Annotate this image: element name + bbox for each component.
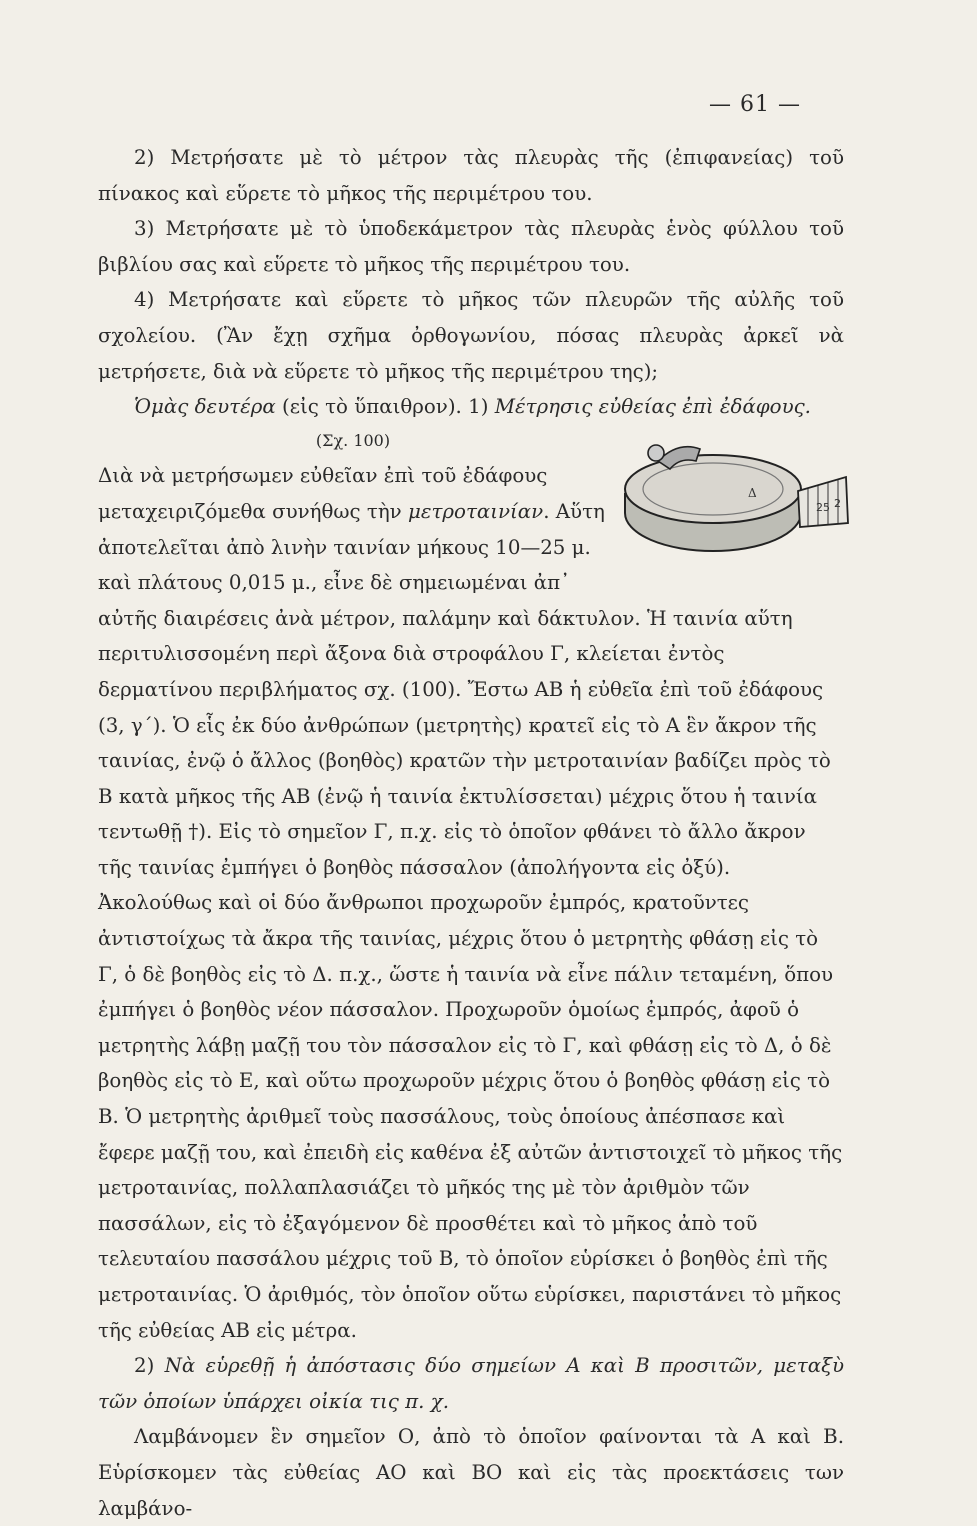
term-metrotainia: μετροταινίαν: [408, 499, 544, 523]
solution-paragraph: Λαμβάνομεν ἓν σημεῖον Ο, ἀπὸ τὸ ὁποῖον φαίνονται τὰ Α καὶ Β. Εὑρίσκομεν τὰς εὐθείας ΑΟ καὶ ΒΟ καὶ εἰς τὰς προεκτάσεις των λαμβάνο-: [98, 1425, 844, 1520]
svg-text:Δ: Δ: [748, 485, 757, 500]
text-run: . Αὕτη ἀποτελεῖται ἀπὸ λινὴν ταινίαν μήκους 10—25 μ. καὶ πλάτους 0,015 μ., εἶνε δὲ σημειωμέναι ἀπ᾽ αὐτῆς διαιρέσεις ἀνὰ μέτρον, παλάμην καὶ δάκτυλον. Ἡ ταινία αὕτη περιτυλισσομένη περὶ ἄξονα διὰ στροφάλου Γ, κλείεται ἐντὸς δερματίνου περιβλήματος σχ. (100). Ἔστω ΑΒ ἡ εὐθεῖα ἐπὶ τοῦ ἐδάφους (3, γ΄). Ὁ εἷς ἐκ δύο ἀνθρώπων (μετρητὴς) κρατεῖ εἰς τὸ Α ἓν ἄκρον τῆς ταινίας, ἐνῷ ὁ ἄλλος (βοηθὸς) κρατῶν τὴν μετροταινίαν βαδίζει πρὸς τὸ Β κατὰ μῆκος τῆς ΑΒ (ἐνῷ ἡ ταινία ἐκτυλίσσεται) μέχρις ὅτου ἡ ταινία τεντωθῇ †). Εἰς τὸ σημεῖον Γ, π.χ. εἰς τὸ ὁποῖον φθάνει τὸ ἄλλο ἄκρον τῆς ταινίας ἐμπήγει ὁ βοηθὸς πάσσαλον (ἀπολήγοντα εἰς ὀξύ). Ἀκολούθως καὶ οἱ δύο ἄνθρωποι προχωροῦν ἐμπρός, κρατοῦντες ἀντιστοίχως τὰ ἄκρα τῆς ταινίας, μέχρις ὅτου ὁ μετρητὴς φθάσῃ εἰς τὸ Γ, ὁ δὲ βοηθὸς εἰς τὸ Δ. π.χ., ὥστε ἡ ταινία νὰ εἶνε πάλιν τεταμένη, ὅπου ἐμπήγει ὁ βοηθὸς νέον πάσσαλον. Προχωροῦν ὁμοίως ἐμπρός, ἀφοῦ ὁ μετρητὴς λάβῃ μαζῇ του τὸν πάσσαλον εἰς τὸ Γ, καὶ φθάσῃ εἰς τὸ Δ, ὁ δὲ βοηθὸς εἰς τὸ Ε, καὶ οὕτω προχωροῦν μέχρις ὅτου ὁ βοηθὸς φθάσῃ εἰς τὸ Β. Ὁ μετρητὴς ἀριθμεῖ τοὺς πασσάλους, τοὺς ὁποίους ἀπέσπασε καὶ ἔφερε μαζῇ του, καὶ ἐπειδὴ εἰς καθένα ἐξ αὐτῶν ἀντιστοιχεῖ τὸ μῆκος τῆς μετροταινίας, πολλαπλασιάζει τὸ μῆκός της μὲ τὸν ἀριθμὸν τῶν πασσάλων, εἰς τὸ ἐξαγόμενον δὲ προσθέτει καὶ τὸ μῆκος ἀπὸ τοῦ τελευταίου πασσάλου μέχρις τοῦ Β, τὸ ὁποῖον εὑρίσκει ὁ βοηθὸς ἐπὶ τῆς μετροταινίας. Ὁ ἀριθμός, τὸν ὁποῖον οὕτω εὑρίσκει, παριστάνει τὸ μῆκος τῆς εὐθείας ΑΒ εἰς μέτρα.: [98, 499, 843, 1342]
problem-2: [98, 1348, 844, 1419]
problem-statement: Νὰ εὑρεθῇ ἡ ἀπόστασις δύο σημείων Α καὶ Β προσιτῶν, μεταξὺ τῶν ὁποίων ὑπάρχει οἰκία τις π. χ.: [98, 1354, 844, 1413]
svg-text:25: 25: [816, 500, 830, 514]
page-body: [98, 140, 844, 1526]
figure-100: [618, 431, 850, 589]
exercise-3: 3) Μετρήσατε μὲ τὸ ὑποδεκάμετρον τὰς πλευρὰς ἑνὸς φύλλου τοῦ βιβλίου σας καὶ εὕρετε τὸ μῆκος τῆς περιμέτρου του.: [98, 217, 844, 276]
text-run: Διὰ νὰ μετρήσωμεν εὐθεῖαν ἐπὶ τοῦ ἐδάφους μεταχειριζόμεθα συνήθως τὴν: [98, 464, 548, 523]
measuring-tape-illustration: [618, 431, 850, 561]
page-number: — 61 —: [709, 92, 801, 117]
problem-number: 2): [134, 1354, 165, 1378]
group-title: Ὁμὰς δευτέρα: [134, 395, 276, 419]
exercise-2: 2) Μετρήσατε μὲ τὸ μέτρον τὰς πλευρὰς τῆς (ἐπιφανείας) τοῦ πίνακος καὶ εὕρετε τὸ μῆκος τῆς περιμέτρου του.: [98, 146, 844, 205]
topic-title: Μέτρησις εὐθείας ἐπὶ ἐδάφους.: [494, 395, 811, 419]
svg-text:2: 2: [834, 496, 841, 510]
figure-caption: (Σχ. 100): [315, 430, 391, 450]
exercise-4: 4) Μετρήσατε καὶ εὕρετε τὸ μῆκος τῶν πλευρῶν τῆς αὐλῆς τοῦ σχολείου. (Ἂν ἔχῃ σχῆμα ὀρθογωνίου, πόσας πλευρὰς ἀρκεῖ νὰ μετρήσετε, διὰ νὰ εὕρετε τὸ μῆκος τῆς περιμέτρου της);: [98, 288, 844, 383]
group-subtitle: (εἰς τὸ ὕπαιθρον). 1): [275, 395, 495, 419]
section-heading: [98, 389, 844, 425]
